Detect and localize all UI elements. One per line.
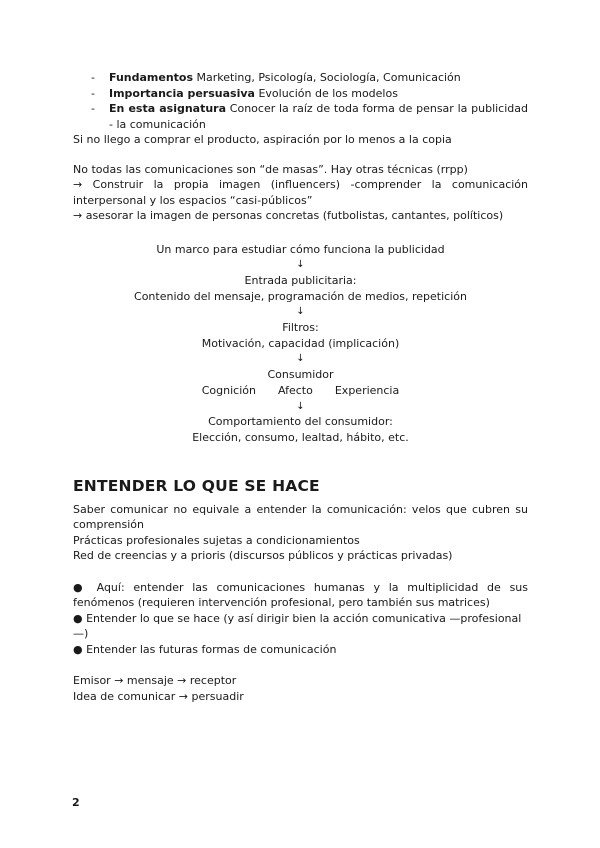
down-arrow-icon: ↓ bbox=[296, 306, 305, 318]
list-item: - Importancia persuasiva Evolución de los modelos bbox=[91, 86, 398, 100]
section-paragraph: Red de creencias y a prioris (discursos públicos y prácticas privadas) bbox=[73, 549, 453, 563]
flow-title: Un marco para estudiar cómo funciona la publicidad bbox=[156, 242, 445, 256]
communication-idea: Idea de comunicar → persuadir bbox=[73, 689, 244, 703]
flow-comportamiento-label: Comportamiento del consumidor: bbox=[208, 415, 393, 429]
consumidor-item: Experiencia bbox=[334, 383, 400, 397]
consumidor-item: Cognición bbox=[201, 383, 256, 397]
asesorar-paragraph: → asesorar la imagen de personas concretas (futbolistas, cantantes, políticos) bbox=[73, 209, 504, 222]
section-heading: ENTENDER LO QUE SE HACE bbox=[73, 476, 320, 495]
flow-consumidor-items bbox=[73, 383, 528, 399]
flow-entrada-label: Entrada publicitaria: bbox=[244, 273, 357, 287]
bullet-bold-label: Fundamentos bbox=[109, 71, 194, 84]
flow-filtros-label: Filtros: bbox=[282, 321, 319, 335]
masas-paragraph: No todas las comunicaciones son “de masas”. Hay otras técnicas (rrpp) bbox=[73, 162, 468, 176]
document-page bbox=[73, 70, 528, 704]
section-bullet: ● Entender las futuras formas de comunicación bbox=[73, 642, 337, 656]
influencers-paragraph: → Construir la propia imagen (influencers) -comprender la comunicación interpersonal y los espacios “casi-públicos” bbox=[73, 178, 528, 207]
page-number: 2 bbox=[72, 796, 80, 809]
bullet-text: Marketing, Psicología, Sociología, Comunicación bbox=[193, 71, 461, 84]
flow-comportamiento-text: Elección, consumo, lealtad, hábito, etc. bbox=[192, 430, 409, 444]
down-arrow-icon: ↓ bbox=[296, 400, 305, 412]
down-arrow-icon: ↓ bbox=[296, 259, 305, 271]
flow-consumidor-label: Consumidor bbox=[267, 368, 334, 382]
advertising-framework-flow bbox=[73, 242, 528, 446]
list-item: - Fundamentos Marketing, Psicología, Sociología, Comunicación bbox=[91, 71, 461, 84]
section-bullet: ● Entender lo que se hace (y así dirigir bien la acción comunicativa —profesional—) bbox=[73, 611, 522, 641]
bullet-bold-label: Importancia persuasiva bbox=[109, 86, 255, 100]
consumidor-item: Afecto bbox=[277, 383, 313, 397]
bullet-text: Evolución de los modelos bbox=[254, 86, 398, 100]
list-item: - En esta asignatura Conocer la raíz de toda forma de pensar la publicidad - la comunicación bbox=[91, 102, 528, 131]
bullet-text: Conocer la raíz de toda forma de pensar la publicidad - la comunicación bbox=[109, 102, 528, 131]
section-paragraph: Saber comunicar no equivale a entender la comunicación: velos que cubren su comprensión bbox=[73, 502, 528, 532]
communication-chain: Emisor → mensaje → receptor bbox=[73, 674, 237, 688]
topic-bullet-list bbox=[73, 70, 528, 132]
bullet-bold-label: En esta asignatura bbox=[109, 102, 227, 115]
flow-entrada-text: Contenido del mensaje, programación de medios, repetición bbox=[134, 289, 467, 303]
product-line: Si no llego a comprar el producto, aspiración por lo menos a la copia bbox=[73, 133, 452, 146]
flow-filtros-text: Motivación, capacidad (implicación) bbox=[201, 336, 400, 350]
down-arrow-icon: ↓ bbox=[296, 353, 305, 365]
section-bullet: ● Aquí: entender las comunicaciones humanas y la multiplicidad de sus fenómenos (requieren intervención profesional, pero también sus matrices) bbox=[73, 580, 528, 610]
section-paragraph: Prácticas profesionales sujetas a condicionamientos bbox=[73, 533, 360, 547]
